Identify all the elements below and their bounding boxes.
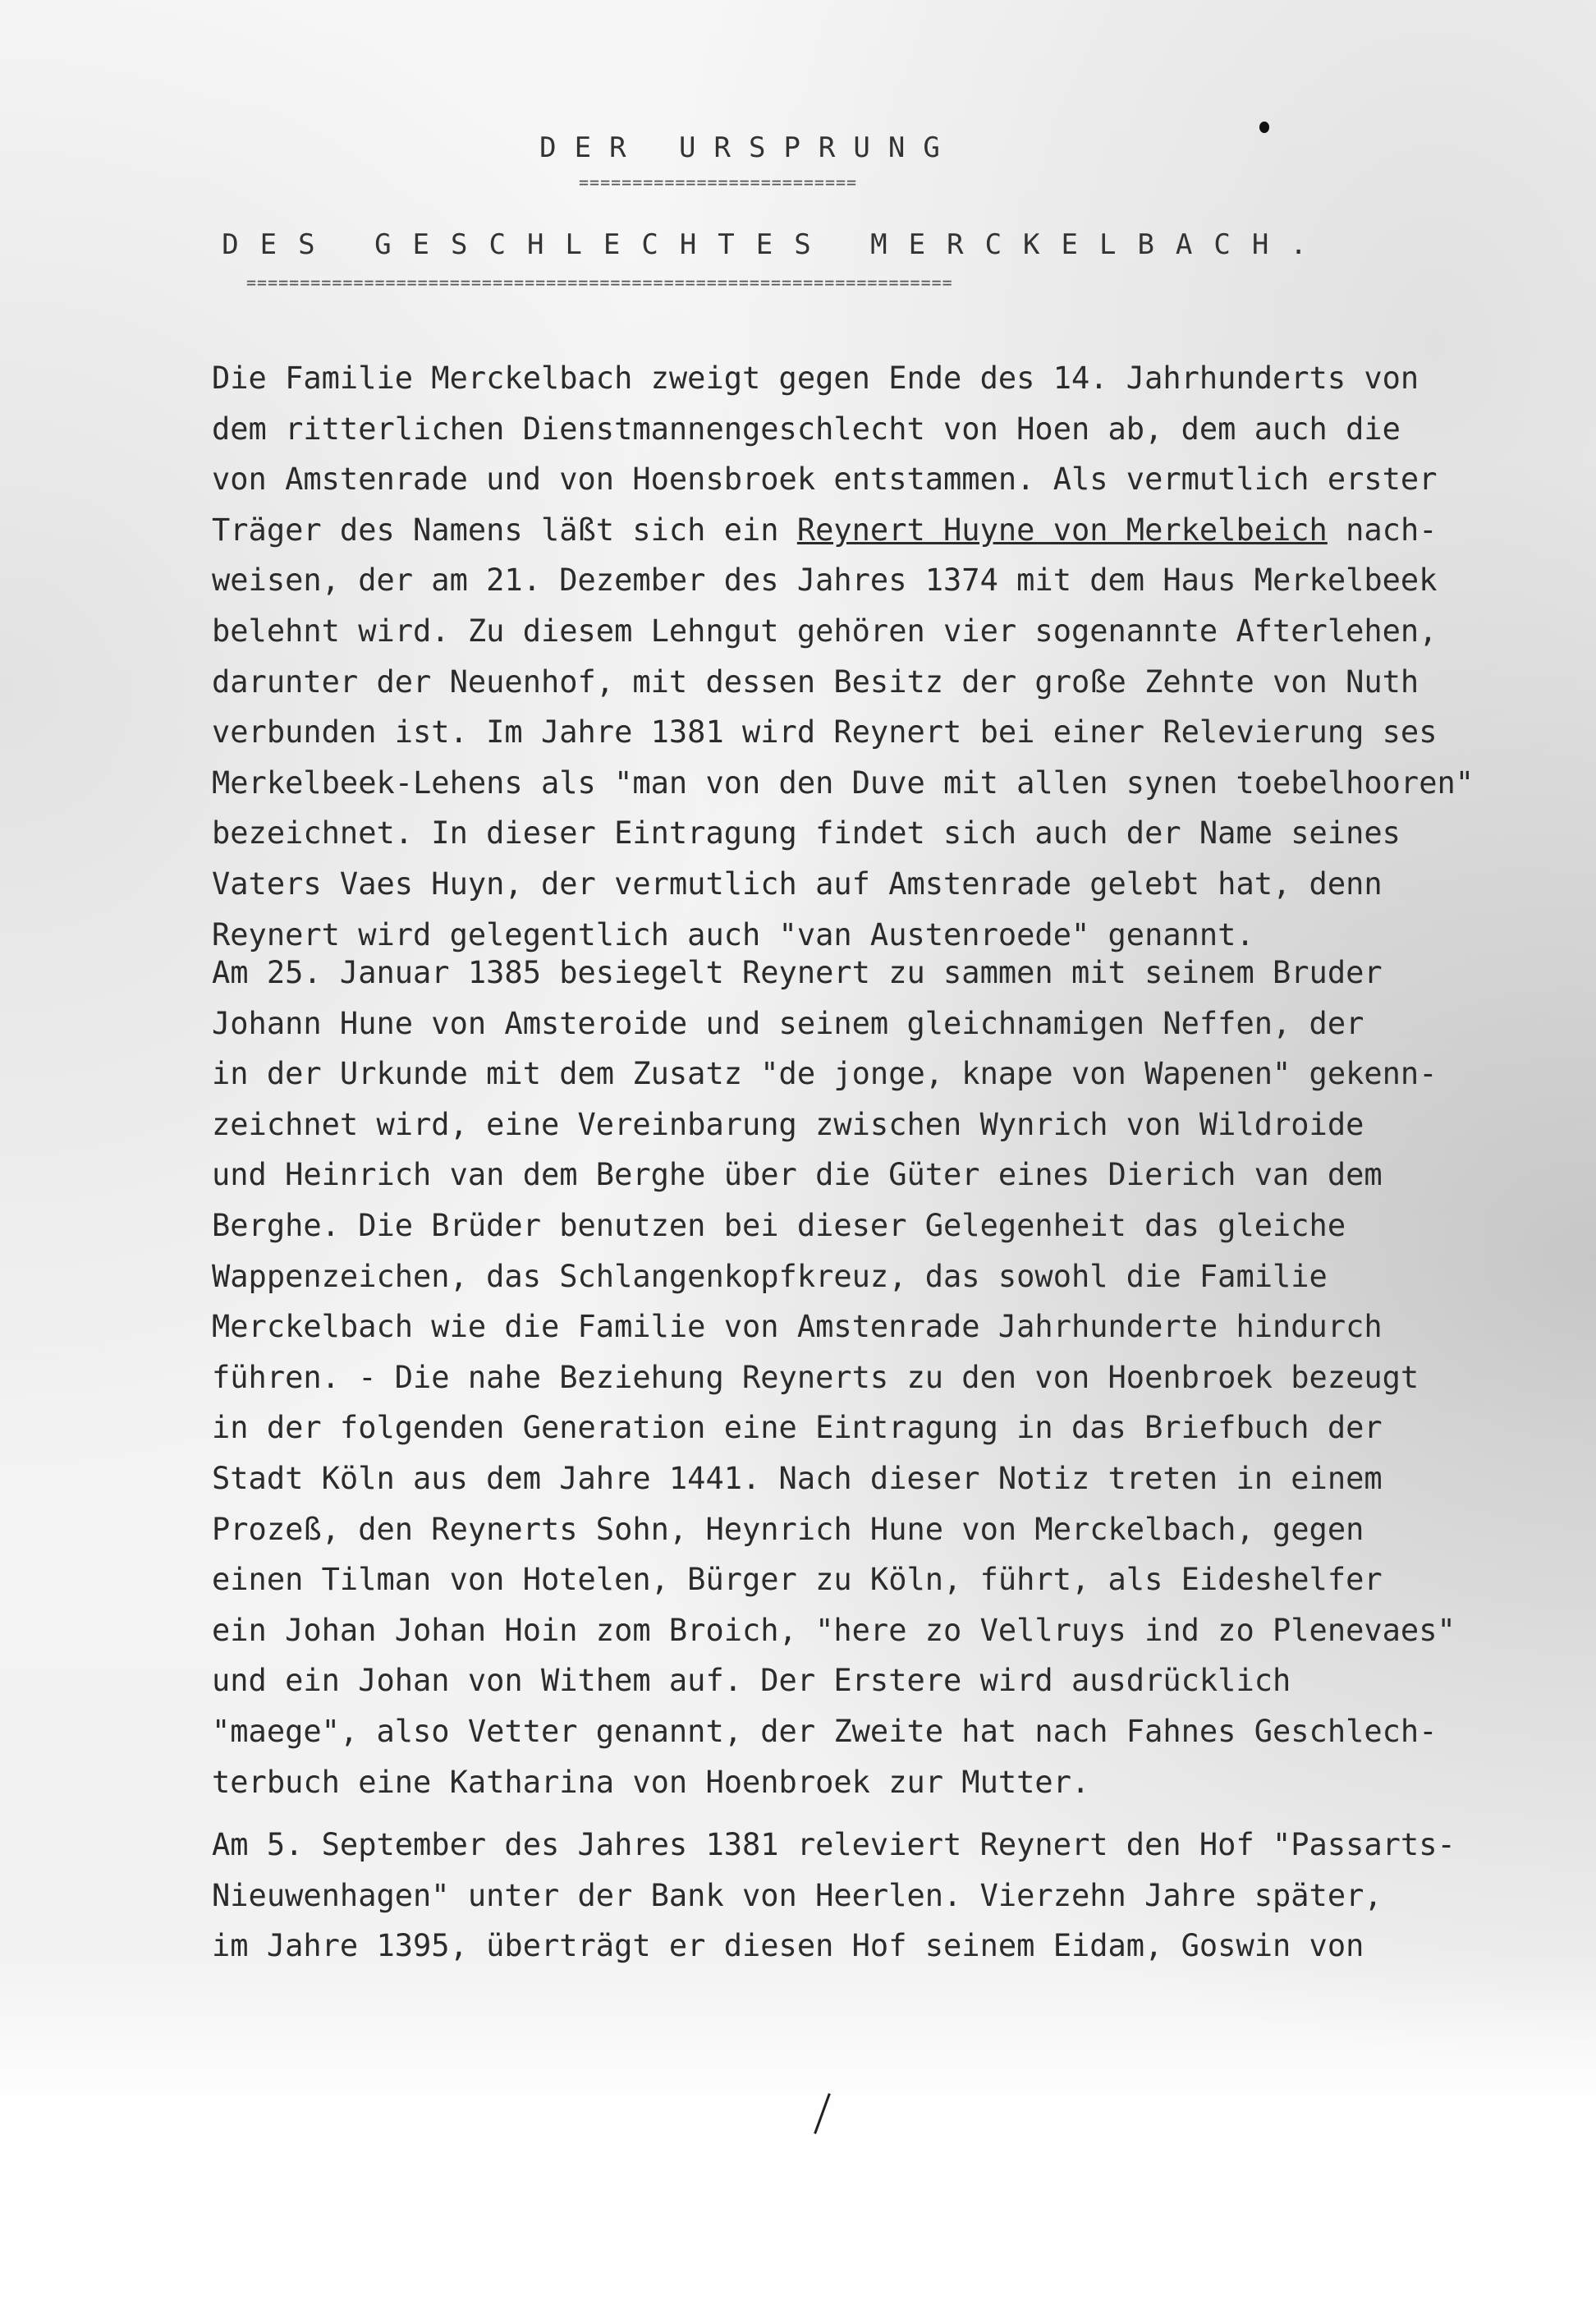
text-line: "maege", also Vetter genannt, der Zweite hat nach Fahnes Geschlech- <box>212 1713 1438 1749</box>
text-line: Nieuwenhagen" unter der Bank von Heerlen. Vierzehn Jahre später, <box>212 1877 1383 1913</box>
text-line: Prozeß, den Reynerts Sohn, Heynrich Hune von Merckelbach, gegen <box>212 1511 1364 1547</box>
text-line: Wappenzeichen, das Schlangenkopfkreuz, das sowohl die Familie <box>212 1258 1328 1294</box>
text-line: bezeichnet. In dieser Eintragung findet sich auch der Name seines <box>212 815 1401 852</box>
paragraph-1 <box>212 353 1575 960</box>
text-line: belehnt wird. Zu diesem Lehngut gehören vier sogenannte Afterlehen, <box>212 613 1438 649</box>
text-line: Am 5. September des Jahres 1381 releviert Reynert den Hof "Passarts- <box>212 1827 1456 1862</box>
text-line: Merkelbeek-Lehens als "man von den Duve mit allen synen toebelhooren" <box>212 764 1474 801</box>
text-line-with-underline <box>212 505 1575 556</box>
text-line: Stadt Köln aus dem Jahre 1441. Nach dieser Notiz treten in einem <box>212 1460 1383 1496</box>
text-line: weisen, der am 21. Dezember des Jahres 1374 mit dem Haus Merkelbeek <box>212 562 1438 599</box>
text-line: in der folgenden Generation eine Eintragung in das Briefbuch der <box>212 1410 1383 1446</box>
text-line: Am 25. Januar 1385 besiegelt Reynert zu sammen mit seinem Bruder <box>212 955 1383 990</box>
text-line: und ein Johan von Withem auf. Der Erstere wird ausdrücklich <box>212 1663 1291 1699</box>
text-line: und Heinrich van dem Berghe über die Güter eines Dierich van dem <box>212 1157 1383 1193</box>
paragraph-2 <box>212 948 1575 1807</box>
text-line: von Amstenrade und von Hoensbroek entstammen. Als vermutlich erster <box>212 461 1438 498</box>
underlined-name: Reynert Huyne von Merkelbeich <box>796 512 1328 548</box>
text-line: verbunden ist. Im Jahre 1381 wird Reynert bei einer Relevierung ses <box>212 714 1438 751</box>
paragraph-3 <box>212 1820 1575 1972</box>
text-line: einen Tilman von Hotelen, Bürger zu Köln, führt, als Eideshelfer <box>212 1562 1383 1598</box>
text-line: Die Familie Merckelbach zweigt gegen Ende des 14. Jahrhunderts von <box>212 360 1419 396</box>
text-line: im Jahre 1395, überträgt er diesen Hof seinem Eidam, Goswin von <box>212 1928 1364 1964</box>
text-line: Reynert wird gelegentlich auch "van Austenroede" genannt. <box>212 916 1254 953</box>
text-line: zeichnet wird, eine Vereinbarung zwischen Wynrich von Wildroide <box>212 1106 1364 1142</box>
text-line: Johann Hune von Amsteroide und seinem gleichnamigen Neffen, der <box>212 1005 1364 1041</box>
title-underline-2: ================================================================== <box>246 273 953 292</box>
text-fragment: Träger des Namens läßt sich ein <box>212 512 797 548</box>
title-underline-1: ========================== <box>579 172 858 192</box>
text-fragment: nach- <box>1327 512 1438 548</box>
text-line: Merckelbach wie die Familie von Amstenrade Jahrhunderte hindurch <box>212 1309 1383 1345</box>
text-line: darunter der Neuenhof, mit dessen Besitz der große Zehnte von Nuth <box>212 663 1419 700</box>
text-line: ein Johan Johan Hoin zom Broich, "here zo Vellruys ind zo Plenevaes" <box>212 1612 1456 1648</box>
page-margin-bottom <box>0 2119 1596 2300</box>
text-line: Berghe. Die Brüder benutzen bei dieser Gelegenheit das gleiche <box>212 1207 1346 1243</box>
text-line: terbuch eine Katharina von Hoenbroek zur Mutter. <box>212 1764 1090 1800</box>
document-title-line1: DER URSPRUNG <box>539 131 958 164</box>
text-line: in der Urkunde mit dem Zusatz "de jonge, knape von Wapenen" gekenn- <box>212 1056 1438 1092</box>
text-line: führen. - Die nahe Beziehung Reynerts zu den von Hoenbroek bezeugt <box>212 1359 1419 1395</box>
document-title-line2: DES GESCHLECHTES MERCKELBACH. <box>222 228 1328 261</box>
text-line: dem ritterlichen Dienstmannengeschlecht von Hoen ab, dem auch die <box>212 411 1401 447</box>
text-line: Vaters Vaes Huyn, der vermutlich auf Amstenrade gelebt hat, denn <box>212 865 1383 902</box>
ink-dot <box>1259 122 1269 133</box>
